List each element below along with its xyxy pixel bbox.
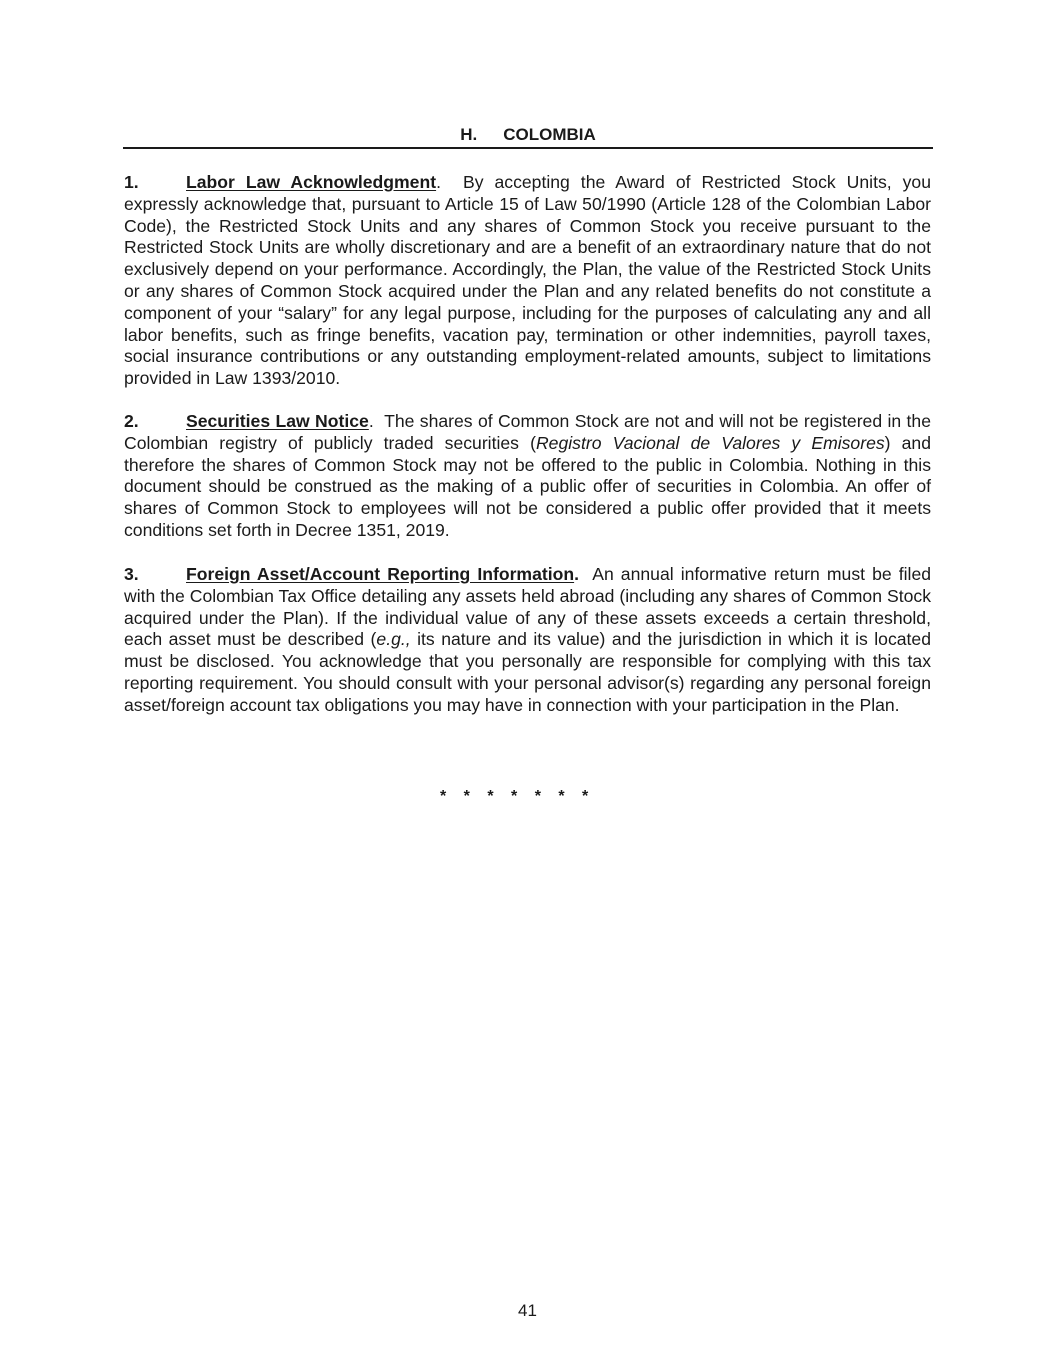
section-heading bbox=[123, 124, 933, 146]
paragraph-title: Foreign Asset/Account Reporting Information bbox=[186, 564, 575, 584]
paragraph-title-period: . bbox=[436, 172, 441, 192]
paragraph-body-italic: Registro Vacional de Valores y Emisores bbox=[535, 432, 885, 453]
paragraph-labor-law bbox=[124, 172, 931, 390]
paragraph-title-period: . bbox=[368, 411, 374, 431]
paragraph-body-italic: e.g., bbox=[376, 629, 411, 650]
paragraph-title-period: . bbox=[574, 564, 579, 584]
paragraph-securities-law bbox=[124, 411, 931, 542]
section-letter: H. bbox=[460, 125, 478, 144]
end-of-section-asterisks: * * * * * * * bbox=[440, 788, 589, 805]
paragraph-body-part-1: An annual informative return must be filed with the Colombian Tax Office detailing any assets held abroad (including any shares of Common Stock acquired under the Plan). If the individual value of any of these assets exceeds a certain threshold, each asset must be described ( bbox=[124, 564, 932, 650]
paragraph-body-part-2: ) and therefore the shares of Common Stock may not be offered to the public in Colombia. Nothing in this document should be construed as the making of a public offer of securities in Colombia. An offer of shares of Common Stock to employees will not be considered a public offer provided that it meets conditions set forth in Decree 1351, 2019. bbox=[124, 432, 931, 540]
paragraph-number: 3. bbox=[124, 564, 139, 584]
paragraph-body-part-2: its nature and its value) and the jurisdiction in which it is located must be disclosed. You acknowledge that you personally are responsible for complying with this tax reporting requirement. You should consult with your personal advisor(s) regarding any personal foreign asset/foreign account tax obligations you may have in connection with your participation in the Plan. bbox=[124, 629, 932, 715]
paragraph-number: 1. bbox=[124, 172, 139, 192]
page-number: 41 bbox=[518, 1301, 537, 1320]
paragraph-foreign-asset-reporting bbox=[124, 564, 931, 717]
paragraph-title: Labor Law Acknowledgment bbox=[186, 172, 437, 192]
paragraph-body-part-1: The shares of Common Stock are not and will not be registered in the Colombian registry of publicly traded securities ( bbox=[124, 411, 931, 453]
section-title: COLOMBIA bbox=[503, 125, 596, 144]
heading-underline-rule bbox=[123, 147, 933, 149]
paragraph-title: Securities Law Notice bbox=[186, 411, 369, 431]
paragraph-body: By accepting the Award of Restricted Stock Units, you expressly acknowledge that, pursuant to Article 15 of Law 50/1990 (Article 128 of the Colombian Labor Code), the Restricted Stock Units and any shares of Common Stock you receive pursuant to the Restricted Stock Units are wholly discretionary and are a benefit of an extraordinary nature that do not exclusively depend on your performance. Accordingly, the Plan, the value of the Restricted Stock Units or any shares of Common Stock acquired under the Plan and any related benefits do not constitute a component of your “salary” for any legal purpose, including for the purposes of calculating any and all labor benefits, such as fringe benefits, vacation pay, termination or other indemnities, payroll taxes, social insurance contributions or any outstanding employment-related amounts, subject to limitations provided in Law 1393/2010. bbox=[124, 172, 932, 389]
paragraph-number: 2. bbox=[124, 411, 139, 431]
